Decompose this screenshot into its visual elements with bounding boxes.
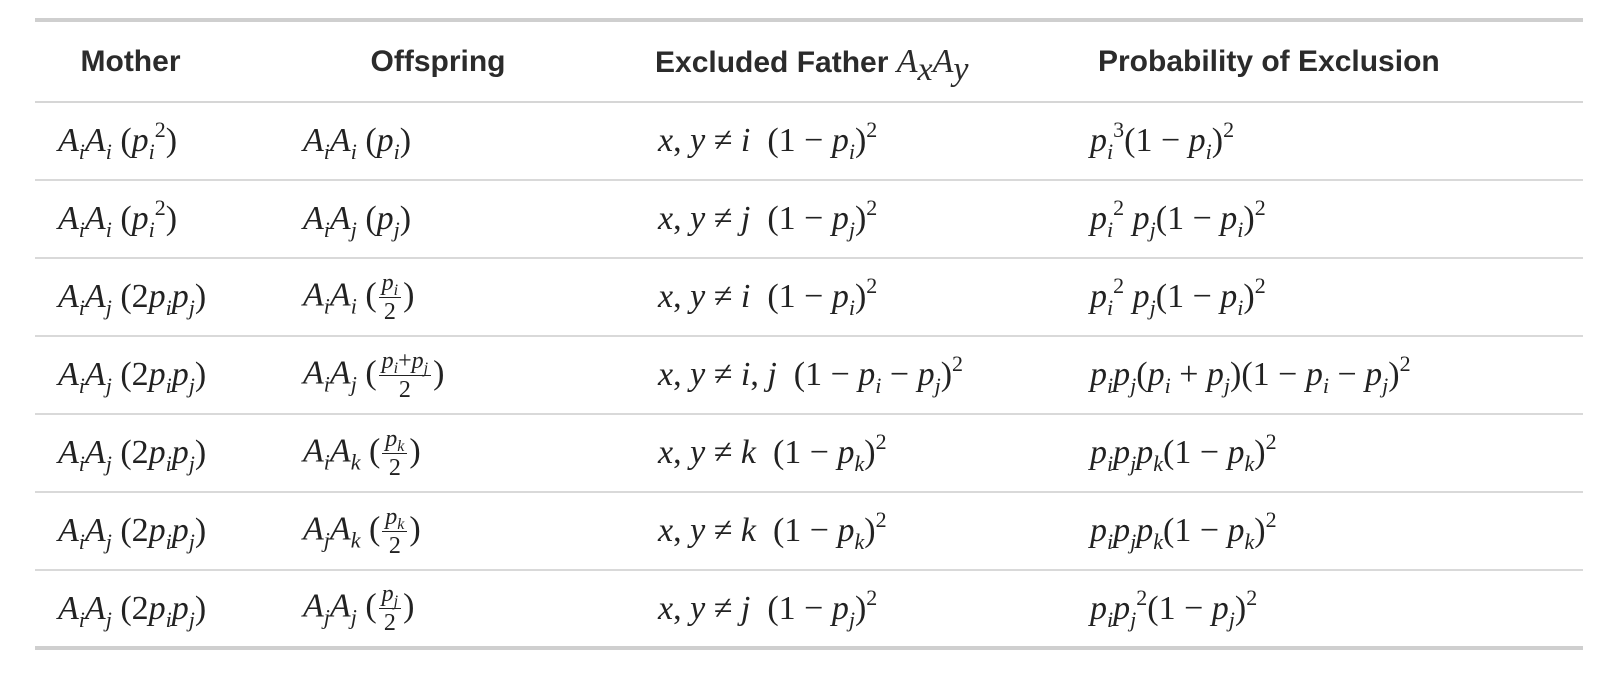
cell-probability: $p_ip_jp_k(1 - p_k)^2$: [1070, 492, 1583, 570]
table-row: [35, 102, 1583, 180]
cell-offspring: $A_jA_j$ ( $\frac{p_j}{2}$ ): [280, 570, 630, 648]
table-row: [35, 258, 1583, 336]
cell-probability: $p_ip_j^2(1 - p_j)^2$: [1070, 570, 1583, 648]
table-row: [35, 336, 1583, 414]
cell-probability: $p_ip_jp_k(1 - p_k)^2$: [1070, 414, 1583, 492]
cell-probability: $p_i^3(1 - p_i)^2$: [1070, 102, 1583, 180]
header-father-genotype: $A_xA_y$: [896, 42, 969, 88]
header-father-text: Excluded Father: [655, 45, 889, 79]
table-header-row: [35, 20, 1583, 102]
table-row: [35, 492, 1583, 570]
cell-excluded-father: x, y ≠ j $(1 - p_j)^2$: [630, 180, 1070, 258]
cell-excluded-father: x, y ≠ j $(1 - p_j)^2$: [630, 570, 1070, 648]
cell-mother: $A_iA_j$ $(2p_ip_j)$: [35, 414, 280, 492]
cell-offspring: $A_iA_k$ ( $\frac{p_k}{2}$ ): [280, 414, 630, 492]
cell-excluded-father: x, y ≠ i $(1 - p_i)^2$: [630, 102, 1070, 180]
table-row: [35, 570, 1583, 648]
cell-offspring: $A_iA_i$ $(p_i)$: [280, 102, 630, 180]
cell-excluded-father: x, y ≠ i, j $(1 - p_i - p_j)^2$: [630, 336, 1070, 414]
cell-offspring: $A_iA_i$ ( $\frac{p_i}{2}$ ): [280, 258, 630, 336]
cell-mother: $A_iA_j$ $(2p_ip_j)$: [35, 492, 280, 570]
cell-mother: $A_iA_i$ $(p_i^2)$: [35, 180, 280, 258]
cell-excluded-father: x, y ≠ k $(1 - p_k)^2$: [630, 492, 1070, 570]
cell-mother: $A_iA_i$ $(p_i^2)$: [35, 102, 280, 180]
header-offspring: Offspring: [280, 20, 630, 102]
cell-offspring: $A_iA_j$ $(p_j)$: [280, 180, 630, 258]
cell-probability: $p_i^2$ $p_j(1 - p_i)^2$: [1070, 258, 1583, 336]
cell-offspring: $A_iA_j$ ( $\frac{p_i+p_j}{2}$ ): [280, 336, 630, 414]
exclusion-table-container: [35, 18, 1583, 650]
header-mother: Mother: [35, 20, 280, 102]
cell-excluded-father: x, y ≠ i $(1 - p_i)^2$: [630, 258, 1070, 336]
cell-probability: $p_ip_j(p_i + p_j)(1 - p_i - p_j)^2$: [1070, 336, 1583, 414]
cell-mother: $A_iA_j$ $(2p_ip_j)$: [35, 570, 280, 648]
header-excluded-father: [630, 20, 1070, 102]
cell-excluded-father: x, y ≠ k $(1 - p_k)^2$: [630, 414, 1070, 492]
cell-offspring: $A_jA_k$ ( $\frac{p_k}{2}$ ): [280, 492, 630, 570]
cell-probability: $p_i^2$ $p_j(1 - p_i)^2$: [1070, 180, 1583, 258]
table-row: [35, 180, 1583, 258]
header-probability: Probability of Exclusion: [1070, 20, 1583, 102]
table-body: [35, 102, 1583, 648]
cell-mother: $A_iA_j$ $(2p_ip_j)$: [35, 258, 280, 336]
paternity-exclusion-table: [35, 18, 1583, 650]
table-row: [35, 414, 1583, 492]
cell-mother: $A_iA_j$ $(2p_ip_j)$: [35, 336, 280, 414]
